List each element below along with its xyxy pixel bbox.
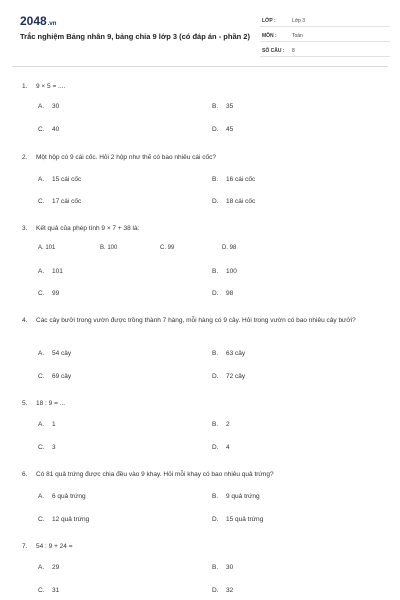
- option-text: 29: [52, 564, 60, 571]
- option[interactable]: [38, 290, 59, 297]
- option-letter: B.: [212, 421, 219, 428]
- option-letter: C.: [38, 587, 45, 594]
- question-number: 3.: [22, 225, 28, 232]
- option-text: 35: [226, 103, 234, 110]
- question-text: 9 × 5 = ....: [36, 83, 66, 90]
- question-text: 54 : 9 + 24 =: [36, 543, 73, 550]
- site-logo[interactable]: [20, 14, 56, 28]
- option-letter: D.: [212, 198, 219, 205]
- option-text: 15 cái cốc: [52, 176, 82, 183]
- option[interactable]: [38, 421, 56, 428]
- option-text: 16 cái cốc: [226, 176, 256, 183]
- option[interactable]: [38, 516, 89, 523]
- option-text: 45: [226, 126, 234, 133]
- option-letter: B.: [212, 103, 219, 110]
- option[interactable]: [212, 444, 230, 451]
- option-text: 12 quả trứng: [52, 516, 90, 523]
- option[interactable]: [38, 350, 71, 357]
- option-text: 72 cây: [226, 373, 246, 380]
- question-number: 1.: [22, 83, 28, 90]
- question-text: 18 : 9 = ...: [36, 400, 66, 407]
- option-letter: A.: [38, 103, 45, 110]
- option[interactable]: [212, 103, 233, 110]
- option[interactable]: [38, 103, 59, 110]
- logo-suffix: .vn: [47, 21, 57, 27]
- option-text: 17 cái cốc: [52, 198, 82, 205]
- question-text: Các cây bưởi trong vườn được trồng thành 7 hàng, mỗi hàng có 9 cây. Hỏi trong vườn có bao nhiêu cây bưởi?: [36, 317, 356, 324]
- option-text: 100: [226, 268, 237, 275]
- question-text: Có 81 quả trứng được chia đều vào 9 khay. Hỏi mỗi khay có bao nhiêu quả trứng?: [36, 471, 274, 478]
- option-letter: D.: [212, 444, 219, 451]
- option-text: 3: [52, 444, 56, 451]
- option-text: 98: [226, 290, 234, 297]
- option-text: 1: [52, 421, 56, 428]
- question-number: 7.: [22, 543, 28, 550]
- option[interactable]: [212, 126, 233, 133]
- option-letter: C.: [38, 444, 45, 451]
- option-letter: A.: [38, 350, 45, 357]
- question-number: 4.: [22, 317, 28, 324]
- meta-class: [260, 15, 390, 27]
- option-text: 99: [52, 290, 60, 297]
- option[interactable]: [38, 444, 56, 451]
- option-letter: C.: [38, 126, 45, 133]
- option-text: 54 cây: [52, 350, 72, 357]
- option-letter: B.: [212, 350, 219, 357]
- question-number: 2.: [22, 154, 28, 161]
- inline-option: D. 98: [222, 245, 237, 251]
- option[interactable]: [212, 516, 263, 523]
- option-letter: B.: [212, 268, 219, 275]
- option[interactable]: [38, 198, 81, 205]
- option[interactable]: [212, 587, 233, 594]
- logo-text: 2048: [20, 14, 47, 28]
- option-letter: C.: [38, 516, 45, 523]
- question-number: 5.: [22, 400, 28, 407]
- inline-option: B. 100: [100, 245, 118, 251]
- question-text: Một hộp có 9 cái cốc. Hỏi 2 hộp như thế có bao nhiêu cái cốc?: [36, 154, 216, 161]
- option[interactable]: [38, 493, 86, 500]
- option[interactable]: [212, 268, 237, 275]
- option-text: 30: [226, 564, 234, 571]
- option-letter: D.: [212, 373, 219, 380]
- option-letter: A.: [38, 421, 45, 428]
- option-text: 2: [226, 421, 230, 428]
- option[interactable]: [212, 373, 245, 380]
- meta-value: 8: [292, 48, 295, 54]
- worksheet-header: [12, 10, 388, 67]
- worksheet-title: Trắc nghiệm Bảng nhân 9, bảng chia 9 lớp 3 (có đáp án - phần 2): [20, 32, 250, 41]
- meta-value: Toán: [292, 33, 303, 39]
- option[interactable]: [212, 564, 233, 571]
- option-letter: D.: [212, 516, 219, 523]
- option[interactable]: [38, 564, 59, 571]
- option[interactable]: [38, 268, 63, 275]
- option[interactable]: [212, 350, 245, 357]
- inline-option: C. 99: [160, 245, 175, 251]
- option[interactable]: [212, 176, 255, 183]
- option-text: 9 quả trứng: [226, 493, 260, 500]
- option-letter: A.: [38, 268, 45, 275]
- option-letter: A.: [38, 176, 45, 183]
- option-letter: D.: [212, 587, 219, 594]
- meta-label: LỚP :: [262, 18, 276, 24]
- option[interactable]: [212, 493, 260, 500]
- option-text: 40: [52, 126, 60, 133]
- option-text: 32: [226, 587, 234, 594]
- option-text: 101: [52, 268, 63, 275]
- option[interactable]: [212, 290, 233, 297]
- option-text: 4: [226, 444, 230, 451]
- option-letter: D.: [212, 290, 219, 297]
- option-text: 18 cái cốc: [226, 198, 256, 205]
- option[interactable]: [38, 176, 81, 183]
- option[interactable]: [212, 198, 255, 205]
- meta-label: SỐ CÂU :: [262, 48, 285, 54]
- option-letter: B.: [212, 493, 219, 500]
- question-text: Kết quả của phép tính 9 × 7 + 38 là:: [36, 225, 140, 232]
- option-text: 6 quả trứng: [52, 493, 86, 500]
- option-letter: B.: [212, 176, 219, 183]
- option-letter: D.: [212, 126, 219, 133]
- option-letter: A.: [38, 564, 45, 571]
- meta-value: Lớp 3: [292, 18, 306, 24]
- option[interactable]: [38, 373, 71, 380]
- option-text: 69 cây: [52, 373, 72, 380]
- option[interactable]: [38, 126, 59, 133]
- option[interactable]: [212, 421, 230, 428]
- option-letter: C.: [38, 373, 45, 380]
- option-text: 30: [52, 103, 60, 110]
- option-letter: C.: [38, 198, 45, 205]
- option-text: 15 quả trứng: [226, 516, 264, 523]
- meta-label: MÔN :: [262, 33, 277, 39]
- meta-count: [260, 45, 390, 57]
- option-text: 63 cây: [226, 350, 246, 357]
- inline-option: A. 101: [38, 245, 56, 251]
- option-letter: B.: [212, 564, 219, 571]
- option-text: 31: [52, 587, 60, 594]
- option[interactable]: [38, 587, 59, 594]
- question-number: 6.: [22, 471, 28, 478]
- option-letter: A.: [38, 493, 45, 500]
- meta-subject: [260, 30, 390, 42]
- option-letter: C.: [38, 290, 45, 297]
